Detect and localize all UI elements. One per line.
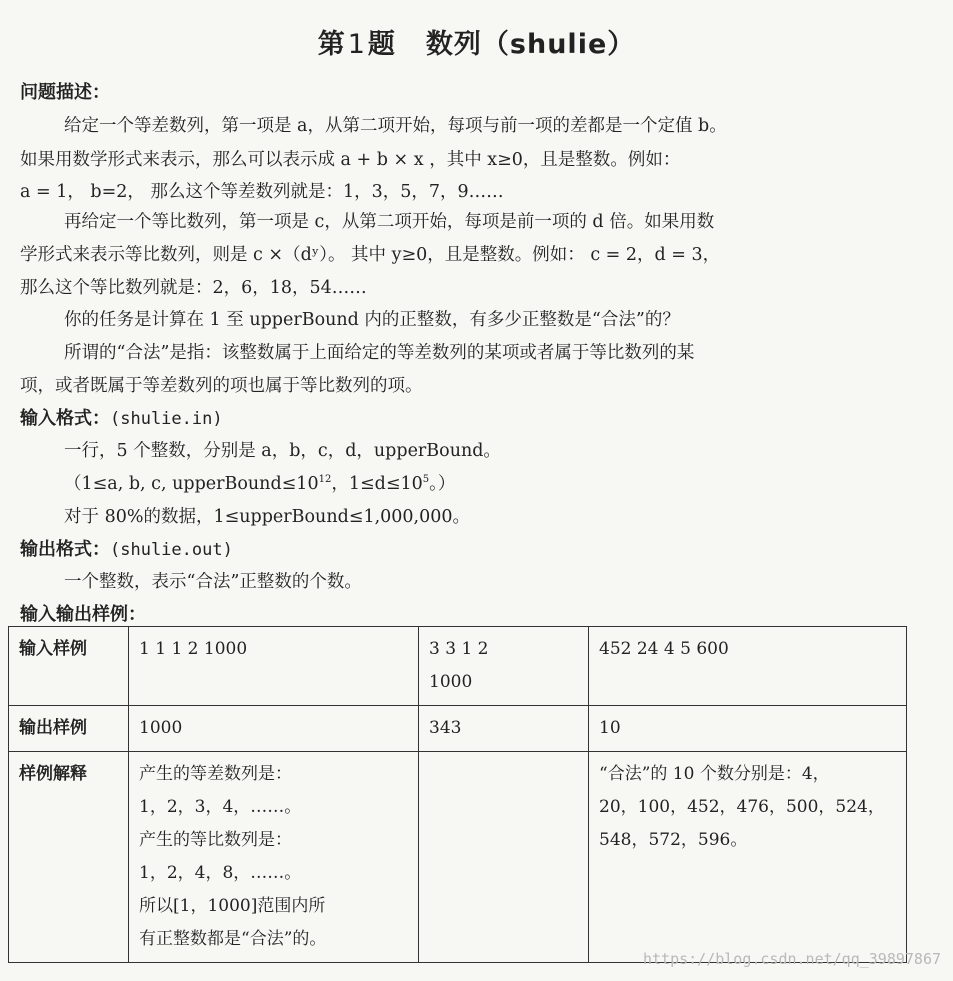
title-number: 1 bbox=[347, 29, 366, 60]
input-format-heading bbox=[20, 404, 223, 430]
problem-line-9: 项，或者既属于等差数列的项也属于等比数列的项。 bbox=[20, 376, 423, 396]
constraint-exp-b: 5 bbox=[422, 474, 430, 486]
sample-output-2: 343 bbox=[419, 706, 589, 752]
title-suffix: 题 bbox=[367, 29, 396, 60]
sample-explain-1 bbox=[129, 752, 419, 963]
table-row bbox=[9, 627, 907, 706]
samples-heading: 输入输出样例： bbox=[20, 604, 146, 625]
problem-line-8: 所谓的“合法”是指：该整数属于上面给定的等差数列的某项或者属于等比数列的某 bbox=[64, 343, 695, 363]
explain-1-line-3: 产生的等比数列是： bbox=[139, 830, 292, 850]
problem-title bbox=[0, 22, 953, 61]
input-format-line-1: 一行，5 个整数，分别是 a，b，c，d，upperBound。 bbox=[64, 441, 501, 461]
output-format-line-1: 一个整数，表示“合法”正整数的个数。 bbox=[64, 572, 362, 592]
table-row bbox=[9, 706, 907, 752]
sample-input-2-line-1: 3 3 1 2 bbox=[429, 639, 489, 659]
explain-3-line-2: 20，100，452，476，500，524， bbox=[599, 797, 885, 817]
explain-3-line-1: “合法”的 10 个数分别是：4， bbox=[599, 764, 830, 784]
output-file-name: (shulie.out) bbox=[110, 540, 233, 560]
problem-description-heading: 问题描述： bbox=[20, 82, 110, 103]
sample-input-2-line-2: 1000 bbox=[429, 672, 473, 692]
problem-line-5: 学形式来表示等比数列，则是 c ×（dʸ）。 其中 y≥0，且是整数。例如： c = 2，d = 3， bbox=[20, 245, 721, 265]
explain-3-line-3: 548，572，596。 bbox=[599, 830, 748, 850]
constraint-end: 。） bbox=[429, 474, 456, 494]
problem-line-4: 再给定一个等比数列，第一项是 c，从第二项开始，每项是前一项的 d 倍。如果用数 bbox=[64, 212, 715, 232]
sample-input-3-text: 452 24 4 5 600 bbox=[599, 639, 729, 659]
problem-line-6: 那么这个等比数列就是：2，6，18，54…… bbox=[20, 278, 367, 298]
sample-explain-3 bbox=[589, 752, 907, 963]
output-format-label: 输出格式： bbox=[20, 539, 110, 560]
row-head-explain: 样例解释 bbox=[9, 752, 129, 963]
input-format-label: 输入格式： bbox=[20, 408, 110, 429]
problem-line-3: a = 1， b=2， 那么这个等差数列就是：1，3，5，7，9…… bbox=[20, 182, 504, 202]
explain-1-line-1: 产生的等差数列是： bbox=[139, 764, 292, 784]
input-format-line-3: 对于 80%的数据，1≤upperBound≤1,000,000。 bbox=[64, 507, 471, 527]
row-head-output: 输出样例 bbox=[9, 706, 129, 752]
constraint-exp-a: 12 bbox=[318, 474, 332, 486]
sample-input-1-text: 1 1 1 2 1000 bbox=[139, 639, 248, 659]
samples-table bbox=[8, 626, 907, 963]
sample-input-2 bbox=[419, 627, 589, 706]
explain-1-line-4: 1，2，4，8，……。 bbox=[139, 863, 302, 883]
input-file-name: (shulie.in) bbox=[110, 409, 223, 429]
table-row bbox=[9, 752, 907, 963]
problem-line-1: 给定一个等差数列，第一项是 a，从第二项开始，每项与前一项的差都是一个定值 b。 bbox=[64, 116, 727, 136]
title-prefix: 第 bbox=[317, 29, 346, 60]
sample-explain-2 bbox=[419, 752, 589, 963]
input-format-constraint bbox=[64, 470, 455, 495]
explain-1-line-5: 所以[1，1000]范围内所 bbox=[139, 896, 326, 916]
problem-line-7: 你的任务是计算在 1 至 upperBound 内的正整数，有多少正整数是“合法”的？ bbox=[64, 310, 680, 330]
explain-1-line-6: 有正整数都是“合法”的。 bbox=[139, 929, 327, 949]
sample-output-3: 10 bbox=[589, 706, 907, 752]
problem-line-2: 如果用数学形式来表示，那么可以表示成 a + b × x ，其中 x≥0，且是整数。例如： bbox=[20, 150, 681, 170]
constraint-part-b: ，1≤d≤10 bbox=[331, 474, 423, 494]
sample-input-3 bbox=[589, 627, 907, 706]
watermark-url: https://blog.csdn.net/qq_39897867 bbox=[642, 950, 941, 968]
constraint-part-a: （1≤a, b, c, upperBound≤10 bbox=[64, 474, 319, 494]
explain-1-line-2: 1，2，3，4，……。 bbox=[139, 797, 302, 817]
row-head-input: 输入样例 bbox=[9, 627, 129, 706]
sample-output-1: 1000 bbox=[129, 706, 419, 752]
output-format-heading bbox=[20, 535, 233, 561]
sample-input-1 bbox=[129, 627, 419, 706]
title-name: 数列（shulie） bbox=[425, 29, 636, 60]
